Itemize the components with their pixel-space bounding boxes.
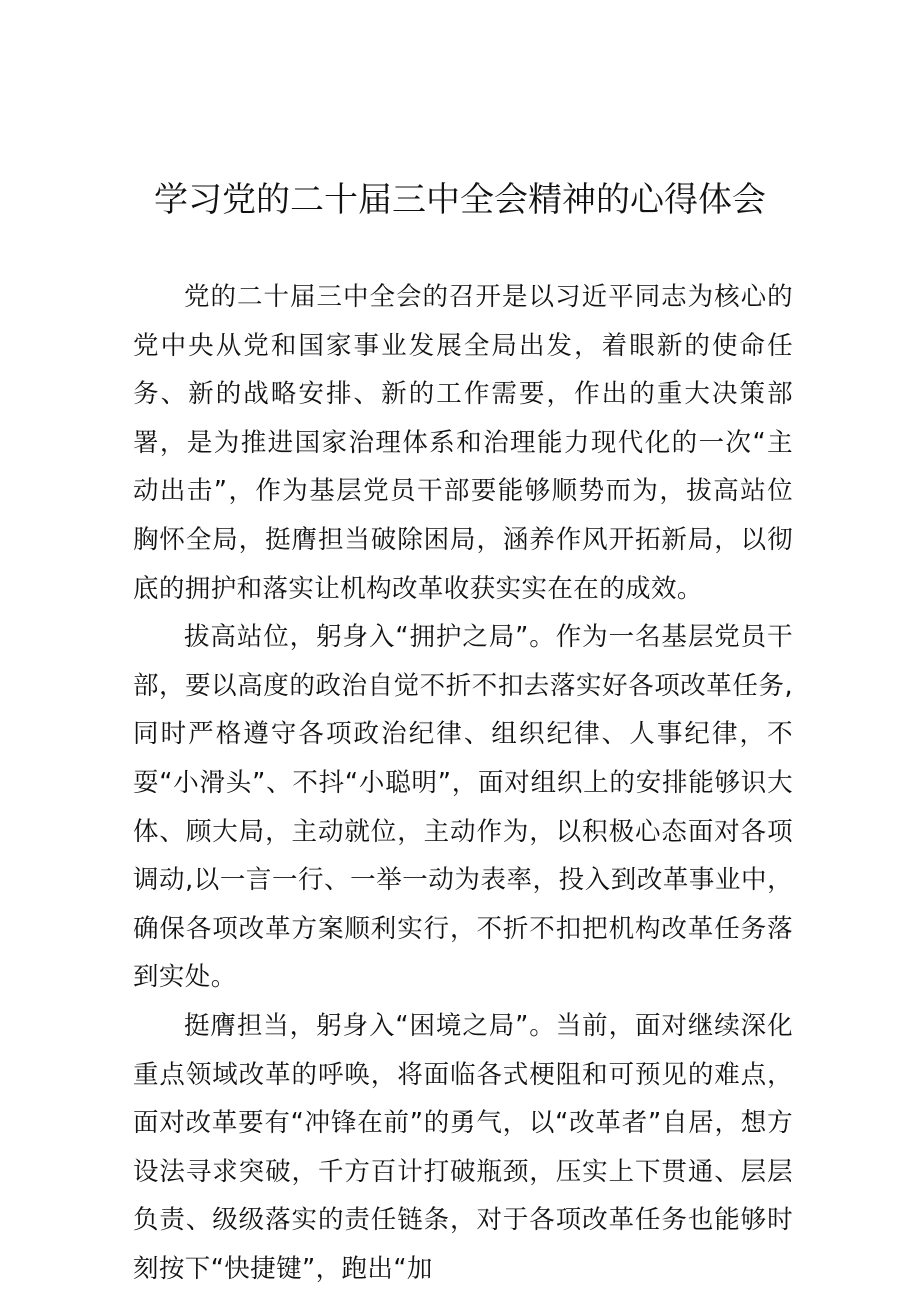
paragraph: 拔高站位，躬身入“拥护之局”。作为一名基层党员干部，要以高度的政治自觉不折不扣去落实好各项改革任务,同时严格遵守各项政治纪律、组织纪律、人事纪律，不耍“小滑头”、不抖“小聪明”，面对组织上的安排能够识大体、顾大局，主动就位，主动作为，以积极心态面对各项调动,以一言一行、一举一动为表率，投入到改革事业中，确保各项改革方案顺利实行，不折不扣把机构改革任务落到实处。 [133, 622, 793, 993]
paragraph: 党的二十届三中全会的召开是以习近平同志为核心的党中央从党和国家事业发展全局出发，着眼新的使命任务、新的战略安排、新的工作需要，作出的重大决策部署，是为推进国家治理体系和治理能力现代化的一次“主动出击”，作为基层党员干部要能够顺势而为，拔高站位胸怀全局，挺膺担当破除困局，涵养作风开拓新局，以彻底的拥护和落实让机构改革收获实实在在的成效。 [133, 282, 793, 604]
document-body [133, 273, 793, 1293]
document-title: 学习党的二十届三中全会精神的心得体会 [154, 180, 766, 220]
paragraph: 挺膺担当，躬身入“困境之局”。当前，面对继续深化重点领域改革的呼唤，将面临各式梗阻和可预见的难点，面对改革要有“冲锋在前”的勇气，以“改革者”自居，想方设法寻求突破，千方百计打破瓶颈，压实上下贯通、层层负责、级级落实的责任链条，对于各项改革任务也能够时刻按下“快捷键”，跑出“加 [133, 1010, 793, 1284]
